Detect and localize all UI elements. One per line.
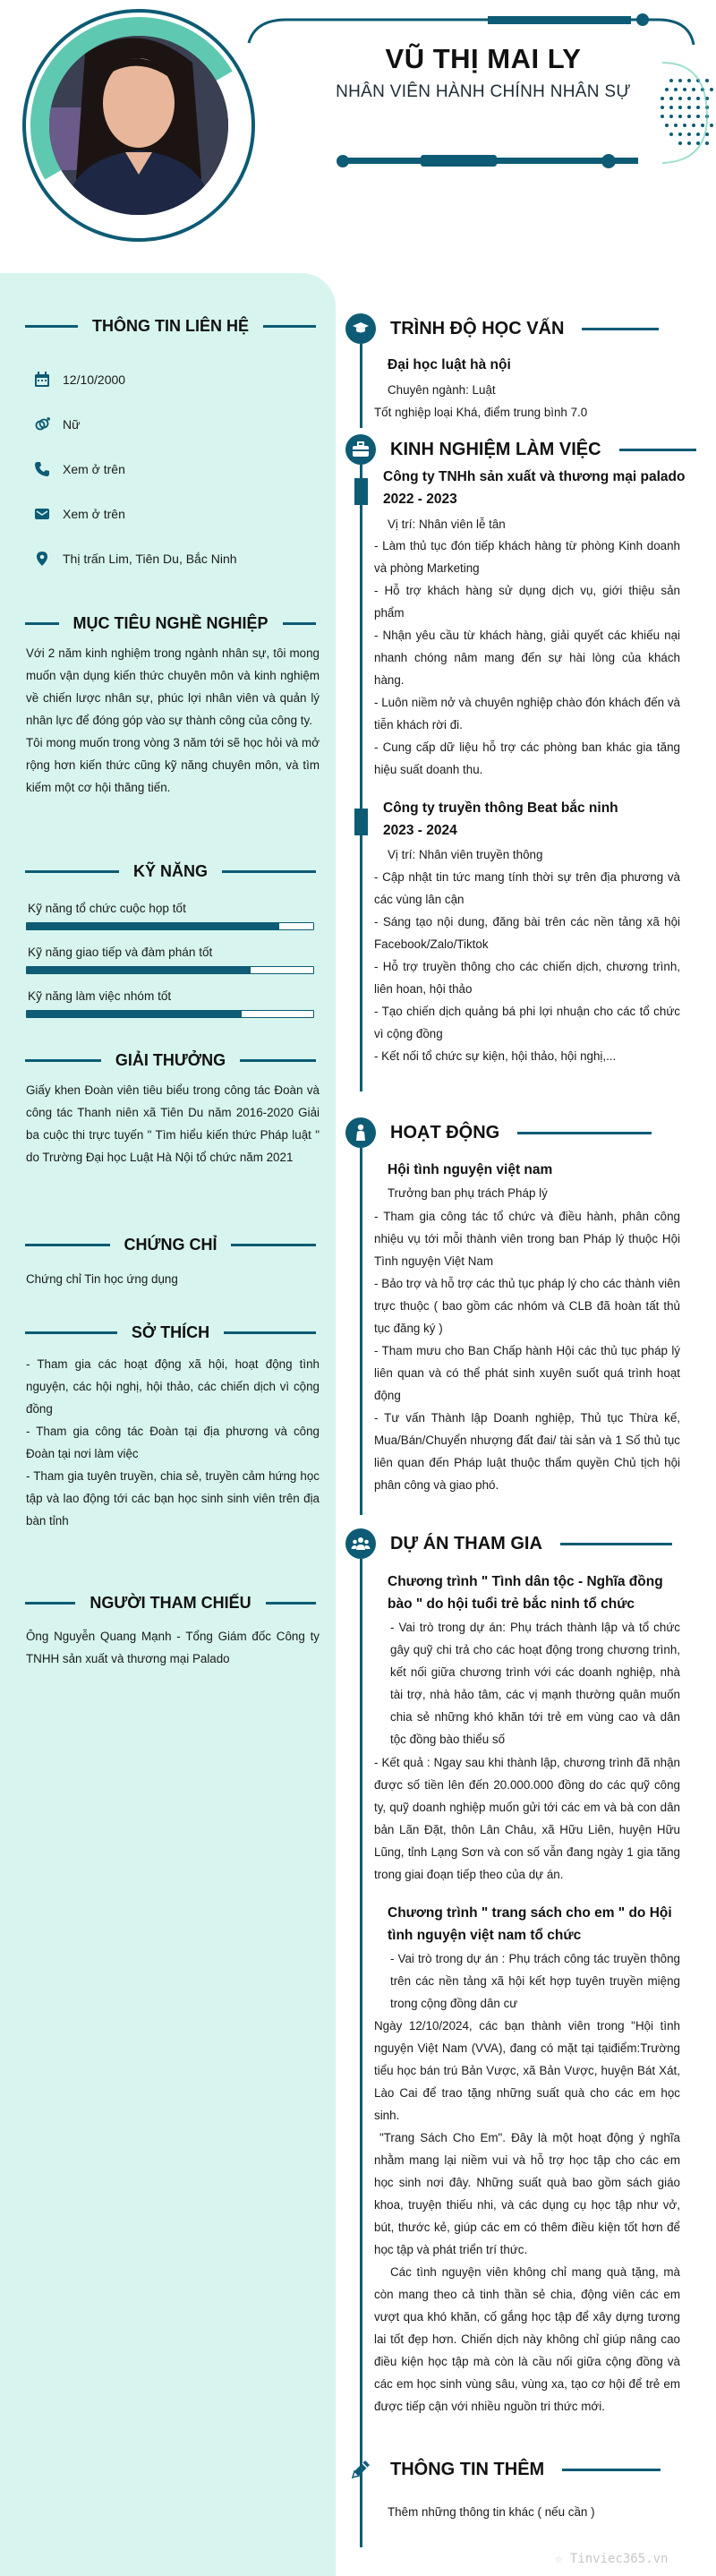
- timeline-marker: [354, 478, 368, 505]
- email-icon: [34, 506, 50, 522]
- skill-bar: [26, 1010, 314, 1018]
- contact-birthdate: 12/10/2000: [34, 372, 125, 388]
- timeline-line: [360, 1559, 362, 2495]
- hobbies-heading: SỞ THÍCH: [25, 1323, 316, 1342]
- footer-watermark: ☆ Tinviec365.vn: [555, 2552, 669, 2566]
- contact-gender: Nữ: [34, 416, 80, 432]
- skill-bar: [26, 966, 314, 974]
- candidate-name: VŨ THỊ MAI LY: [385, 43, 582, 74]
- awards-text: Giấy khen Đoàn viên tiêu biểu trong công tác Đoàn và công tác Thanh niên xã Tiên Du năm 2016-2020 Giải ba cuộc thi trực tuyến " Tìm hiểu kiến thức Pháp luật " do Trường Đại học Luật Hà Nội tổ chức năm 2021: [26, 1083, 320, 1164]
- location-pin-icon: [34, 551, 50, 567]
- hobbies-text: - Tham gia các hoạt động xã hội, hoạt động tình nguyện, các hội nghị, hội thảo, các chiến dịch vì cộng đồng - Tham gia công tác Đoàn tại địa phương và công Đoàn tại nơi làm việc - Tham gia tuyên truyền, chia sẻ, truyền cảm hứng học tập và lao động tới các bạn học sinh sinh viên trên địa bàn tỉnh: [26, 1357, 320, 1528]
- references-text: Ông Nguyễn Quang Mạnh - Tổng Giám đốc Công ty TNHH sản xuất và thương mại Palado: [26, 1630, 320, 1665]
- job-position: Vị trí: Nhân viên lễ tân: [388, 518, 506, 531]
- pen-icon: [349, 2458, 372, 2481]
- project-title: Chương trình " trang sách cho em " do Hội tình nguyện việt nam tổ chức: [388, 1905, 672, 1943]
- contact-heading: THÔNG TIN LIÊN HỆ: [25, 317, 316, 336]
- contact-address: Thị trấn Lim, Tiên Du, Bắc Ninh: [34, 551, 237, 567]
- skill-bar: [26, 922, 314, 930]
- education-result: Tốt nghiệp loại Khá, điểm trung bình 7.0: [374, 406, 588, 419]
- job-company: Công ty truyền thông Beat bắc ninh 2023 - 2024: [383, 800, 618, 838]
- timeline-line: [360, 344, 362, 428]
- timeline-line: [360, 1148, 362, 1515]
- job-company: Công ty TNHh sản xuất và thương mại palado 2022 - 2023: [383, 469, 686, 507]
- more-info-heading: THÔNG TIN THÊM: [345, 2454, 661, 2485]
- project-result: - Kết quả : Ngay sau khi thành lập, chương trình đã nhận được số tiền lên đến 20.000.000 đồng do các quỹ công ty, quỹ doanh nghiệp muốn gửi tới các em và bà con dân bản Lãn Đặt, thôn Lân Châu, xã Hữu Liên, huyện Hữu Lũng, tỉnh Lạng Sơn và con số vẫn đang ngày 1 gia tăng trong giai đoạn tiếp theo của dự án.: [374, 1756, 680, 1881]
- education-school: Đại học luật hà nội: [388, 357, 511, 372]
- job-title: NHÂN VIÊN HÀNH CHÍNH NHÂN SỰ: [336, 82, 631, 101]
- gender-icon: [34, 416, 50, 432]
- project-description: Ngày 12/10/2024, các bạn thành viên trong "Hội tình nguyện Việt Nam (VVA), đang có mặt tại tạiđiểm:Trường tiểu học bán trú Bản Vược, xã Bản Vược, huyện Bát Xát, Lào Cai để trao tặng những suất quà cho các em học sinh. "Trang Sách Cho Em". Đây là một hoạt động ý nghĩa nhằm mang lại niềm vui và hỗ trợ học tập cho các em học sinh nơi đây. Những suất quà bao gồm sách giáo khoa, truyện thiếu nhi, và các dụng cụ học tập như vở, bút, thước kẻ, giúp các em có thêm điều kiện tốt hơn để học tập và phát triển trí thức. Các tình nguyện viên không chỉ mang quà tặng, mà còn mang theo cả tinh thần sẻ chia, động viên các em vượt qua khó khăn, cố gắng học tập để xây dựng tương lai tốt đẹp hơn. Chiến dịch này không chỉ giúp nâng cao điều kiện học tập mà còn là cầu nối giữa cộng đồng và các em học sinh vùng sâu, vùng xa, tạo cơ hội để trẻ em được tiếp cận với nhiều nguồn tri thức mới.: [374, 2019, 680, 2413]
- group-icon: [351, 1536, 371, 1552]
- skills-heading: KỸ NĂNG: [25, 862, 316, 881]
- job-position: Vị trí: Nhân viên truyền thông: [388, 848, 543, 861]
- timeline-line: [360, 2485, 362, 2547]
- objective-heading: MỤC TIÊU NGHỀ NGHIỆP: [25, 614, 316, 633]
- education-major: Chuyên ngành: Luật: [388, 383, 496, 397]
- project-role: - Vai trò trong dự án: Phụ trách thành lập và tổ chức gây quỹ chi trả cho các hoạt động trong chương trình, kết nối giữa chương trình với các doanh nghiệp, nhà tài trợ, nhà hảo tâm, các vị mạnh thường quân muốn chia sẻ những khó khăn tới trẻ em vùng cao và dân tộc đồng bào thiểu số: [390, 1621, 680, 1746]
- education-heading: TRÌNH ĐỘ HỌC VẤN: [345, 313, 659, 344]
- objective-text: Với 2 năm kinh nghiệm trong ngành nhân sự, tôi mong muốn vận dụng kiến thức chuyên môn và kinh nghiệm về chiến lược nhân sự, phúc lợi nhân viên và quản lý nhân lực để đóng góp vào sự thành công của công ty. Tôi mong muốn trong vòng 3 năm tới sẽ học hỏi và mở rộng hơn kiến thức cũng kỹ năng chuyên môn, và tìm kiếm một cơ hội thăng tiến.: [26, 646, 320, 794]
- activity-role: Trưởng ban phụ trách Pháp lý: [388, 1186, 548, 1200]
- more-info-text: Thêm những thông tin khác ( nếu cần ): [388, 2505, 595, 2519]
- experience-heading: KINH NGHIỆM LÀM VIỆC: [345, 434, 696, 465]
- project-title: Chương trình " Tình dân tộc - Nghĩa đồng bào " do hội tuổi trẻ bắc ninh tổ chức: [388, 1574, 663, 1612]
- activities-heading: HOẠT ĐỘNG: [345, 1117, 652, 1148]
- calendar-icon: [34, 372, 50, 388]
- phone-icon: [34, 461, 50, 477]
- timeline-marker: [354, 809, 368, 835]
- awards-heading: GIẢI THƯỞNG: [25, 1051, 316, 1070]
- person-icon: [353, 1124, 369, 1142]
- references-heading: NGƯỜI THAM CHIẾU: [25, 1594, 316, 1613]
- project-role: - Vai trò trong dự án : Phụ trách công tác truyền thông trên các nền tảng xã hội kết hợp tuyên truyền miệng trong cộng đồng dân cư: [390, 1952, 680, 2010]
- contact-phone: Xem ở trên: [34, 461, 125, 477]
- activity-org: Hội tình nguyện việt nam: [388, 1162, 553, 1177]
- briefcase-icon: [352, 441, 370, 458]
- contact-email: Xem ở trên: [34, 506, 125, 522]
- job-duties: - Làm thủ tục đón tiếp khách hàng từ phòng Kinh doanh và phòng Marketing - Hỗ trợ khách hàng sử dụng dịch vụ, giới thiệu sản phẩm - Nhận yêu cầu từ khách hàng, giải quyết các khiếu nại nhanh chóng nâm mang đến sự hài lòng của khách hàng. - Luôn niềm nở và chuyên nghiệp chào đón khách đến và tiễn khách rời đi. - Cung cấp dữ liệu hỗ trợ các phòng ban khác gia tăng hiệu suất doanh thu.: [374, 539, 680, 776]
- graduation-cap-icon: [352, 321, 370, 336]
- skill-item: Kỹ năng tổ chức cuộc họp tốt: [26, 902, 314, 930]
- job-duties: - Cập nhật tin tức mang tính thời sự trên địa phương và các vùng lân cận - Sáng tạo nội dung, đăng bài trên các nền tảng xã hội Facebook/Zalo/Tiktok - Hỗ trợ truyền thông cho các chiến dịch, chương trình, liên hoan, hội thảo - Tạo chiến dịch quảng bá phi lợi nhuận cho các tổ chức vì cộng đồng - Kết nối tổ chức sự kiện, hội thảo, hội nghị,...: [374, 870, 680, 1063]
- timeline-line: [360, 465, 362, 1091]
- header-decoration: [0, 0, 716, 278]
- certificates-heading: CHỨNG CHỈ: [25, 1236, 316, 1254]
- skill-item: Kỹ năng giao tiếp và đàm phán tốt: [26, 946, 314, 974]
- projects-heading: DỰ ÁN THAM GIA: [345, 1528, 672, 1559]
- skill-item: Kỹ năng làm việc nhóm tốt: [26, 989, 314, 1018]
- activity-duties: - Tham gia công tác tổ chức và điều hành, phân công nhiệu vụ tới mỗi thành viên trong ban Pháp lý thuộc Hội Tình nguyện Việt Nam - Bảo trợ và hỗ trợ các thủ tục pháp lý cho các thành viên trực thuộc ( bao gồm các nhóm và CLB đã hoàn tất thủ tục đăng ký ) - Tham mưu cho Ban Chấp hành Hội các thủ tục pháp lý liên quan và có thể phát sinh xuyên suốt quá trình hoạt động - Tư vấn Thành lập Doanh nghiệp, Thủ tục Thừa kế, Mua/Bán/Chuyển nhượng đất đai/ tài sản và 1 Số thủ tục liên quan đến Pháp luật thuộc thẩm quyền Chủ tịch hội phân công và giao phó.: [374, 1210, 680, 1492]
- certificates-text: Chứng chỉ Tin học ứng dụng: [26, 1272, 178, 1286]
